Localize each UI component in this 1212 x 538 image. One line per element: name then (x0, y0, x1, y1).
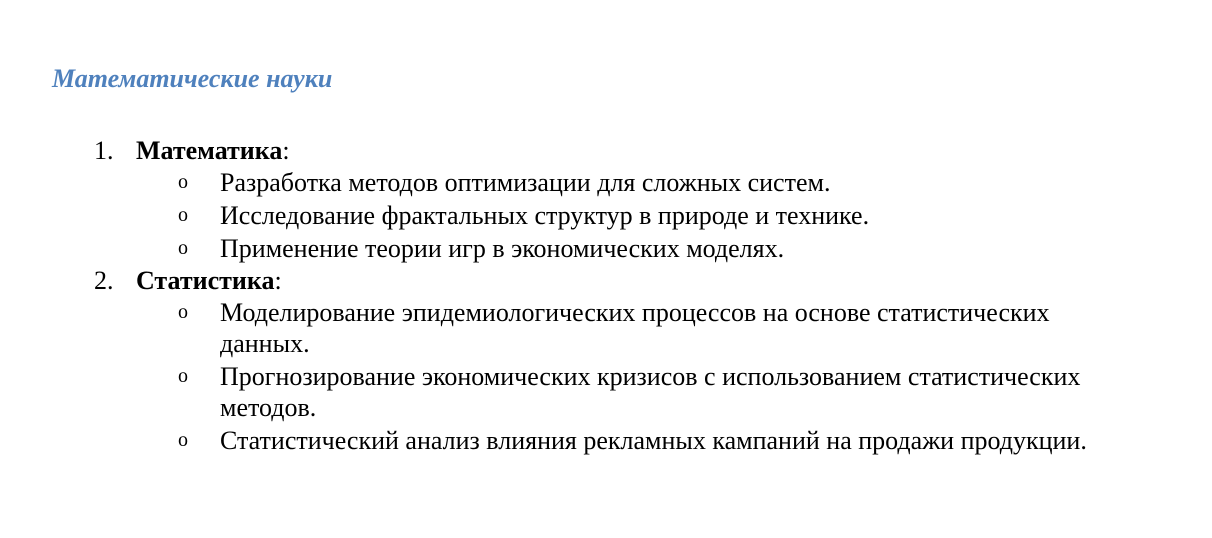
list-item-header (0, 265, 1212, 296)
sub-list-item (0, 360, 1212, 424)
sub-list (0, 296, 1212, 457)
bullet-icon: o (178, 365, 188, 387)
sub-list (0, 166, 1212, 265)
list-item-title-text: Математика (136, 136, 283, 165)
list-item-statistics (0, 265, 1212, 457)
sub-list-item (0, 166, 1212, 199)
list-item-title (136, 265, 282, 296)
sub-list-item (0, 232, 1212, 265)
numbered-list (0, 135, 1212, 457)
sub-list-item-text: Исследование фрактальных структур в природе и технике. (220, 201, 870, 230)
list-item-mathematics (0, 135, 1212, 265)
list-item-title (136, 135, 290, 166)
sub-list-item (0, 296, 1212, 360)
sub-list-item (0, 424, 1212, 457)
list-item-title-text: Статистика (136, 266, 275, 295)
bullet-icon: o (178, 301, 188, 323)
sub-list-item-text: Статистический анализ влияния рекламных кампаний на продажи продукции. (220, 426, 1087, 455)
sub-list-item-text: Применение теории игр в экономических моделях. (220, 234, 785, 263)
list-number: 1. (94, 136, 114, 165)
sub-list-item-text: Разработка методов оптимизации для сложных систем. (220, 168, 831, 197)
list-item-header (0, 135, 1212, 166)
sub-list-item (0, 199, 1212, 232)
list-number: 2. (94, 266, 114, 295)
sub-list-item-text: Прогнозирование экономических кризисов с использованием статистических методов. (220, 362, 1081, 422)
bullet-icon: o (178, 429, 188, 451)
bullet-icon: o (178, 171, 188, 193)
bullet-icon: o (178, 237, 188, 259)
list-item-colon: : (274, 266, 282, 295)
section-heading: Математические науки (52, 64, 333, 93)
bullet-icon: o (178, 204, 188, 226)
list-item-colon: : (282, 136, 290, 165)
sub-list-item-text: Моделирование эпидемиологических процессов на основе статистических данных. (220, 298, 1050, 358)
